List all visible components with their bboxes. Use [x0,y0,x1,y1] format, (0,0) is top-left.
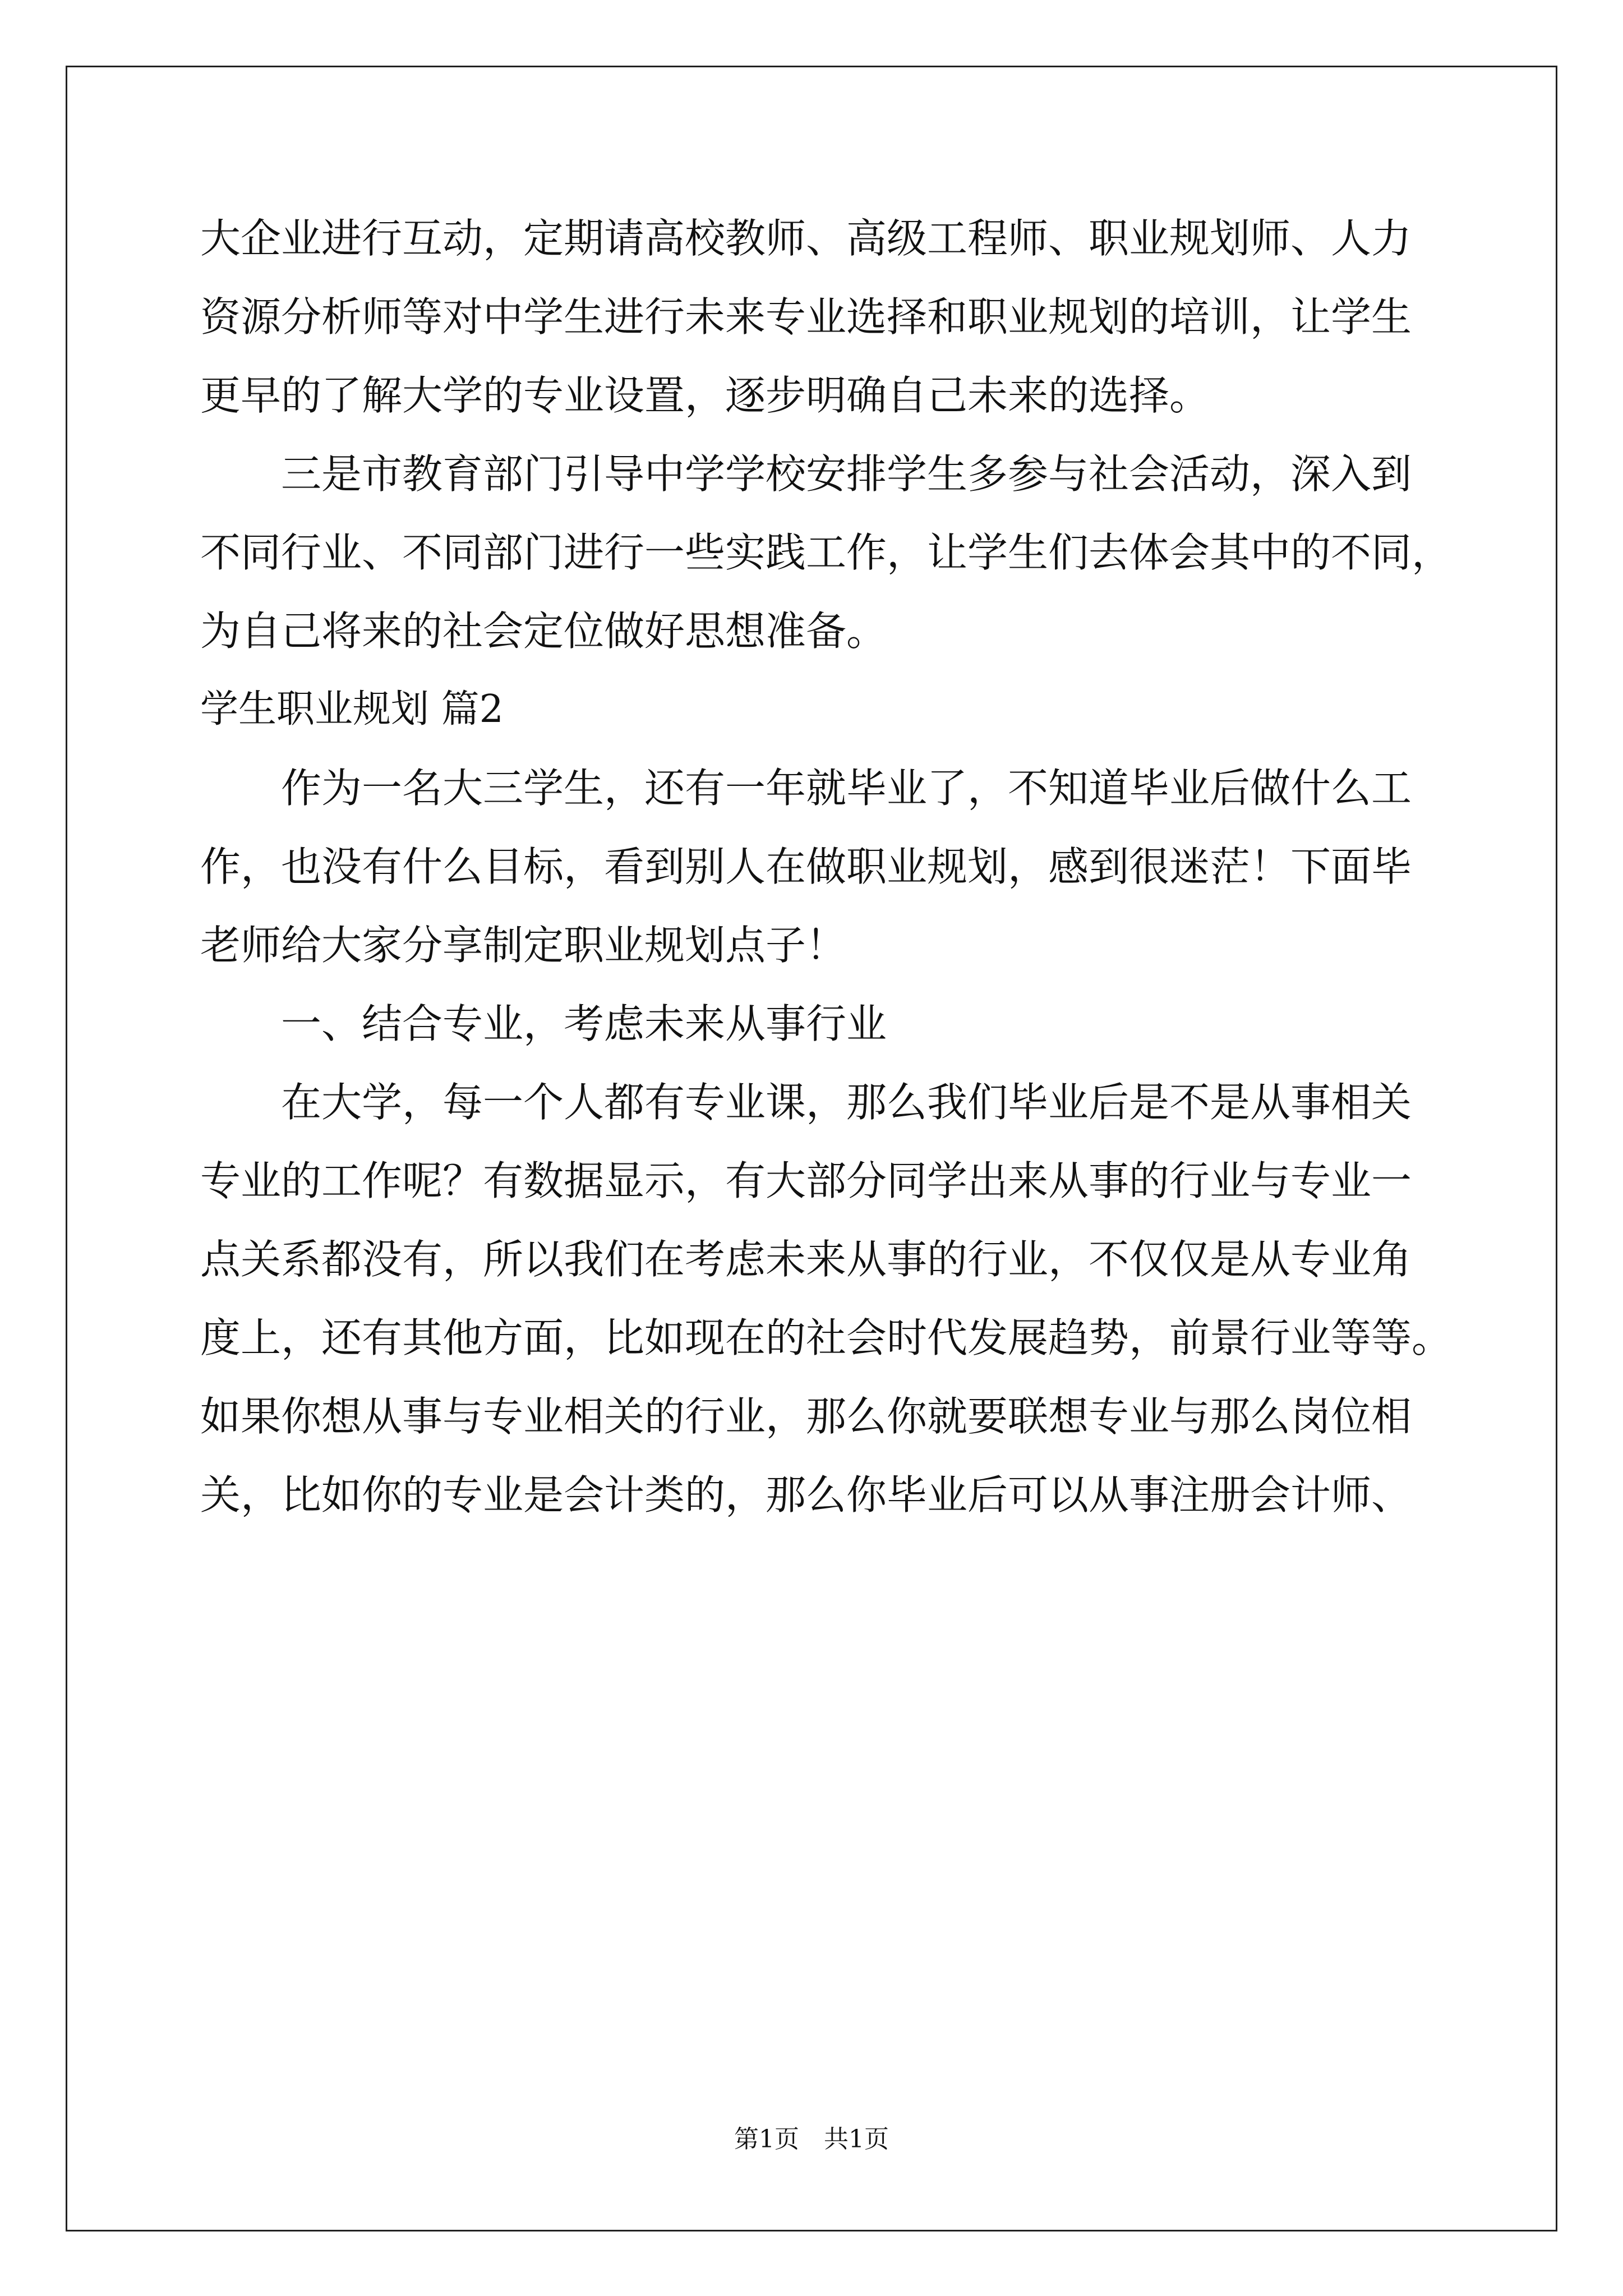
paragraph-1-line-2: 资源分析师等对中学生进行未来专业选择和职业规划的培训，让学生 [200,293,1412,341]
section-heading: 学生职业规划 篇2 [200,687,504,731]
paragraph-3-line-1: 作为一名大三学生，还有一年就毕业了，不知道毕业后做什么工 [281,765,1412,812]
paragraph-5-line-2: 专业的工作呢？有数据显示，有大部分同学出来从事的行业与专业一 [200,1157,1412,1204]
paragraph-2-line-2: 不同行业、不同部门进行一些实践工作，让学生们去体会其中的不同， [200,529,1453,576]
paragraph-4-line-1: 一、结合专业，考虑未来从事行业 [281,1000,887,1047]
paragraph-2-line-3: 为自己将来的社会定位做好思想准备。 [200,608,887,655]
paragraph-3-line-2: 作，也没有什么目标，看到别人在做职业规划，感到很迷茫！下面毕 [200,843,1412,890]
paragraph-2-line-1: 三是市教育部门引导中学学校安排学生多参与社会活动，深入到 [281,450,1412,498]
paragraph-5-line-3: 点关系都没有，所以我们在考虑未来从事的行业，不仅仅是从专业角 [200,1236,1412,1283]
paragraph-5-line-5: 如果你想从事与专业相关的行业，那么你就要联想专业与那么岗位相 [200,1393,1412,1440]
paragraph-5-line-6: 关，比如你的专业是会计类的，那么你毕业后可以从事注册会计师、 [200,1471,1412,1519]
page-footer: 第1页 共1页 [734,2125,889,2154]
paragraph-1-line-1: 大企业进行互动，定期请高校教师、高级工程师、职业规划师、人力 [200,215,1412,262]
paragraph-5-line-1: 在大学，每一个人都有专业课，那么我们毕业后是不是从事相关 [281,1079,1412,1126]
paragraph-5-line-4: 度上，还有其他方面，比如现在的社会时代发展趋势，前景行业等等。 [200,1314,1453,1361]
paragraph-1-line-3: 更早的了解大学的专业设置，逐步明确自己未来的选择。 [200,372,1210,419]
paragraph-3-line-3: 老师给大家分享制定职业规划点子！ [200,922,847,969]
